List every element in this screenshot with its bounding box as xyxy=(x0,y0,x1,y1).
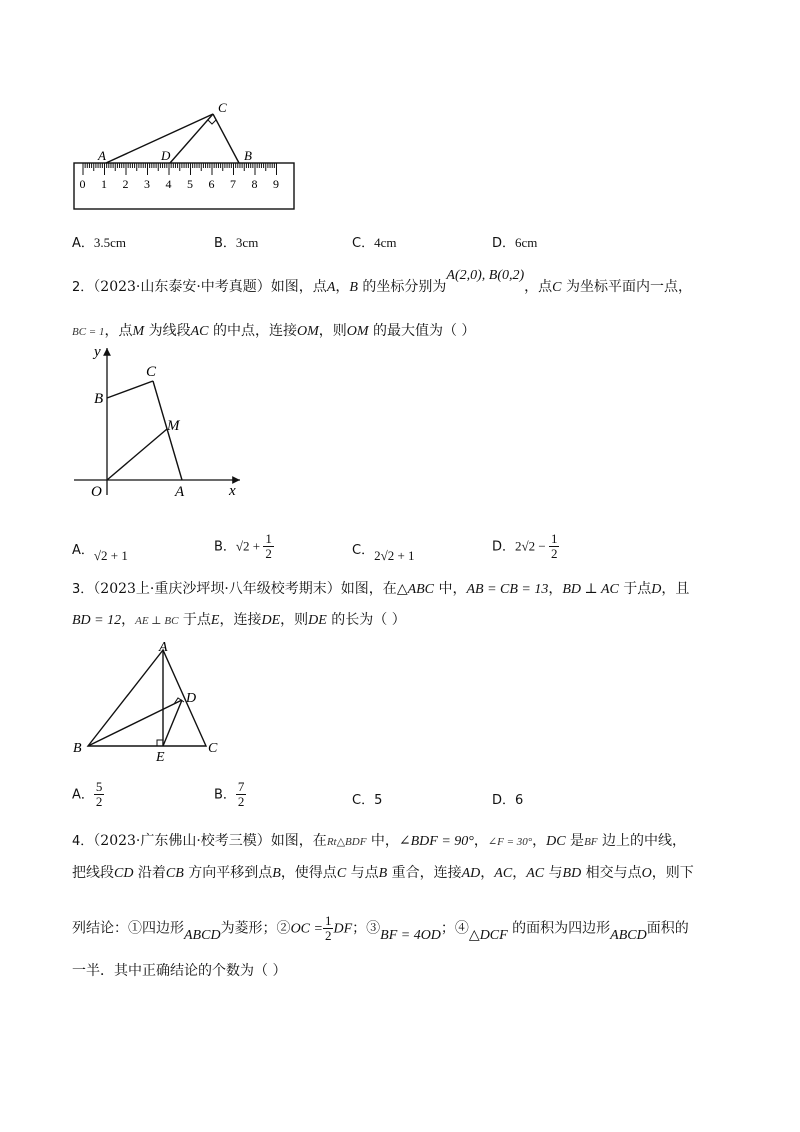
ruler-number: 9 xyxy=(273,177,279,191)
q2-fig-b: B xyxy=(94,391,104,407)
ruler-number: 6 xyxy=(208,177,215,191)
q3-line1: 3．（2023上·重庆沙坪坝·八年级校考期末）如图，在△ABC 中，AB = CB = 13，BD ⊥ AC 于点D，且 xyxy=(72,581,690,597)
q4-line2: 把线段CD 沿着CB 方向平移到点B，使得点C 与点B 重合，连接AD，AC，AC 与BD 相交与点O，则下 xyxy=(72,865,694,881)
q2-option-a[interactable]: A．√2 + 1 xyxy=(72,543,128,563)
q2-option-c[interactable]: C．2√2 + 1 xyxy=(352,543,415,563)
q3-fig-d: D xyxy=(186,691,197,706)
q3-triangle-figure xyxy=(70,636,230,766)
q2-line2: BC = 1，点M 为线段AC 的中点，连接OM，则OM 的最大值为（ ） xyxy=(72,323,476,339)
q4-line3: 列结论：①四边形ABCD为菱形；②OC = $\frac{1}{2}$ DF；③BF = 4OD；④△DCF 的面积为四边形ABCD面积的 xyxy=(72,913,689,943)
q1-option-a[interactable]: A．3.5cm xyxy=(72,235,127,251)
q1-label-c: C xyxy=(218,100,227,115)
ruler-number: 1 xyxy=(101,177,107,191)
q2-coordinate-figure xyxy=(70,340,250,500)
q2-fig-o: O xyxy=(91,484,102,500)
q3-fig-b: B xyxy=(73,741,82,756)
q2-option-d[interactable]: D．2√2 − $\frac{1}{2}$ xyxy=(492,531,558,561)
ruler-number: 5 xyxy=(187,177,193,191)
q4-line4: 一半．其中正确结论的个数为（ ） xyxy=(72,963,287,979)
q1-option-d[interactable]: D．6cm xyxy=(492,235,538,251)
q1-option-b[interactable]: B．3cm xyxy=(214,235,259,251)
q3-option-a[interactable]: A． $\frac{5}{2}$ xyxy=(72,779,103,809)
q1-option-c[interactable]: C．4cm xyxy=(352,235,397,251)
q3-option-c[interactable]: C．5 xyxy=(352,793,383,808)
q2-line1: 2．（2023·山东泰安·中考真题）如图，点A，B 的坐标分别为A(2,0), B(0,2)，点C 为坐标平面内一点， xyxy=(72,268,692,295)
q3-fig-c: C xyxy=(208,741,218,756)
ruler-number: 0 xyxy=(79,177,86,191)
q3-fig-a: A xyxy=(159,640,168,655)
q2-fig-m: M xyxy=(167,418,180,434)
ruler-number: 3 xyxy=(144,177,150,191)
q1-label-a: A xyxy=(98,148,106,163)
q2-fig-y: y xyxy=(94,344,101,360)
ruler-number: 8 xyxy=(251,177,258,191)
q3-line2: BD = 12，AE ⊥ BC 于点E，连接DE，则DE 的长为（ ） xyxy=(72,612,406,628)
q4-line1: 4．（2023·广东佛山·校考三模）如图，在Rt△BDF 中，∠BDF = 90°，∠F = 30°，DC 是BF 边上的中线， xyxy=(72,833,686,849)
q2-fig-c: C xyxy=(146,364,157,380)
q2-fig-x: x xyxy=(229,483,236,499)
q3-fig-e: E xyxy=(156,750,165,765)
q2-option-b[interactable]: B．√2 + $\frac{1}{2}$ xyxy=(214,531,272,561)
q2-coords: A(2,0), B(0,2) xyxy=(446,268,525,283)
ruler-number: 4 xyxy=(165,177,172,191)
ruler-number: 2 xyxy=(122,177,129,191)
ruler-number: 7 xyxy=(230,177,236,191)
q1-label-b: B xyxy=(244,148,252,163)
q3-option-d[interactable]: D．6 xyxy=(492,793,524,808)
q3-option-b[interactable]: B． $\frac{7}{2}$ xyxy=(214,779,245,809)
q1-ruler-figure xyxy=(70,100,300,212)
q2-fig-a: A xyxy=(175,484,185,500)
q1-label-d: D xyxy=(161,148,171,163)
